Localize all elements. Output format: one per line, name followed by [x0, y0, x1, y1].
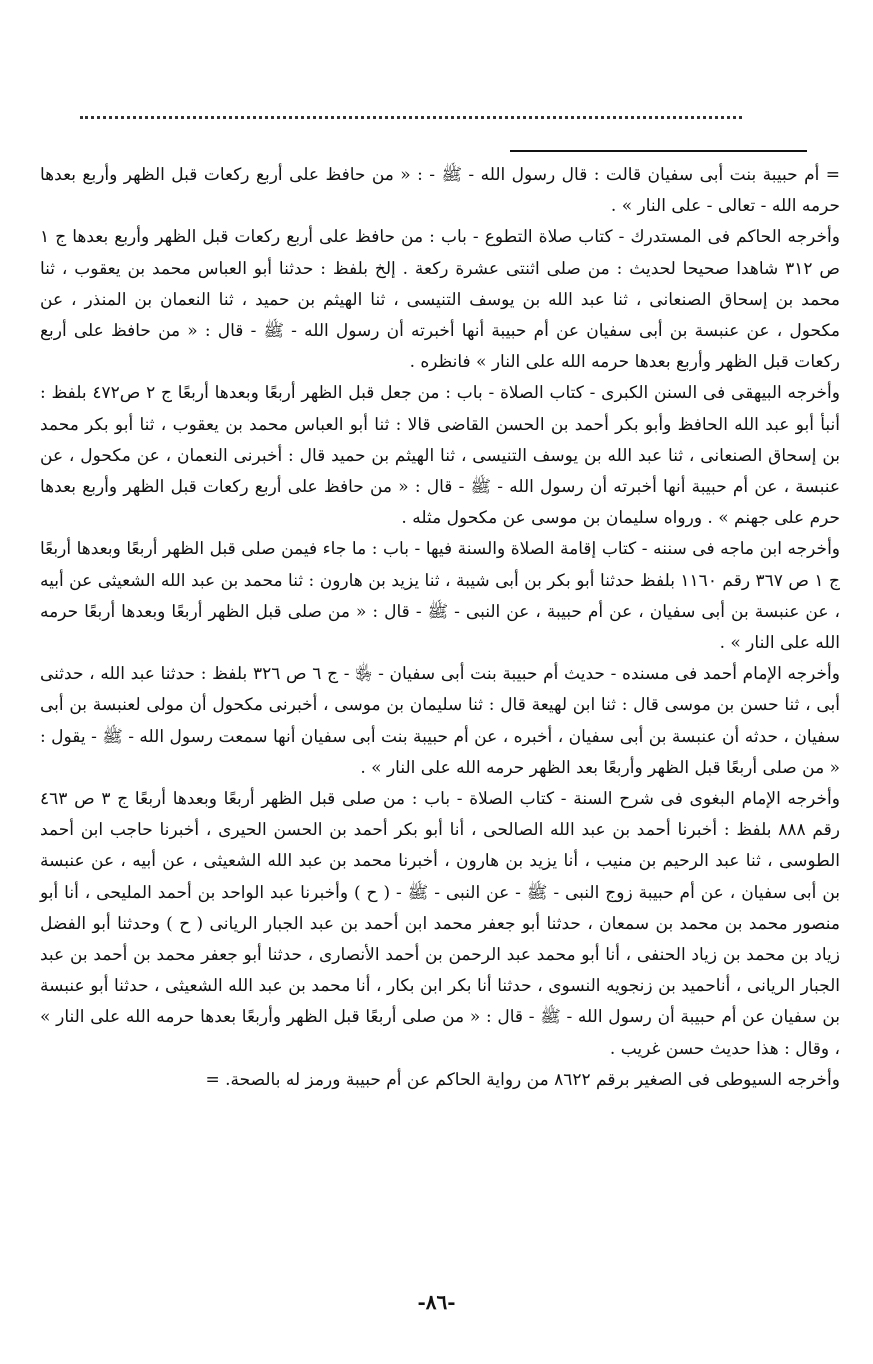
footnote-body — [40, 160, 840, 1096]
footnote-paragraph-hakim: وأخرجه الحاكم فى المستدرك - كتاب صلاة التطوع - باب : من حافظ على أربع ركعات قبل الظهر وأربع بعدها ج ١ ص ٣١٢ شاهدا صحيحا لحديث : من صلى اثنتى عشرة ركعة . إلخ بلفظ : حدثنا أبو العباس محمد بن يعقوب ، ثنا محمد بن إسحاق الصنعانى ، ثنا عبد الله بن يوسف التنيسى ، ثنا الهيثم بن حميد ، ثنا النعمان بن المنذر ، عن مكحول ، عن عنبسة بن أبى سفيان عن أم حبيبة أنها أخبرته أن رسول الله - ﷺ - قال : « من حافظ على أربع ركعات قبل الظهر وأربع بعدها حرمه الله على النار » فانظره . — [40, 227, 840, 373]
page-number: -٨٦- — [417, 1290, 456, 1314]
footnote-paragraph-baghawi: وأخرجه الإمام البغوى فى شرح السنة - كتاب الصلاة - باب : من صلى قبل الظهر أربعًا وبعدها أربعًا ج ٣ ص ٤٦٣ رقم ٨٨٨ بلفظ : أخبرنا أحمد بن عبد الله الصالحى ، أنا أبو بكر أحمد بن الحسن الحيرى ، أخبرنا حاجب ابن أحمد الطوسى ، ثنا عبد الرحيم بن منيب ، أنا يزيد بن هارون ، أخبرنا محمد بن عبد الله الشعيثى ، عن أبيه ، عن عنبسة بن أبى سفيان ، عن أم حبيبة زوج النبى - ﷺ - عن النبى - ﷺ - ( ح ) وأخبرنا عبد الواحد بن أحمد المليحى ، أنا أبو منصور محمد بن محمد بن سمعان ، حدثنا أبو جعفر محمد ابن أحمد بن عبد الجبار الريانى ( ح ) وحدثنا أبو الفضل زياد بن محمد بن زياد الحنفى ، أنا أبو محمد عبد الرحمن بن أحمد الأنصارى ، حدثنا أبو جعفر محمد بن أحمد بن عبد الجبار الريانى ، أناحميد بن زنجويه النسوى ، حدثنا أنا بكر ابن بكار ، أنا محمد بن عبد الله الشعيثى ، حدثنا أبو عنبسة بن سفيان عن أم حبيبة أن رسول الله - ﷺ - قال : « من صلى أربعًا قبل الظهر وأربعًا بعدها حرمه الله على النار » ، وقال : هذا حديث حسن غريب . — [40, 789, 840, 1059]
footnote-paragraph-bayhaqi: وأخرجه البيهقى فى السنن الكبرى - كتاب الصلاة - باب : من جعل قبل الظهر أربعًا وبعدها أربعًا ج ٢ ص٤٧٢ بلفظ : أنبأ أبو عبد الله الحافظ وأبو بكر أحمد بن الحسن القاضى قالا : ثنا أبو العباس محمد بن يعقوب ، ثنا أبو بكر محمد بن إسحاق الصنعانى ، ثنا عبد الله بن يوسف التنيسى ، ثنا الهيثم بن حميد قال : أخبرنى النعمان ، عن مكحول ، عن عنبسة ، عن أم حبيبة أنها أخبرته أن رسول الله - ﷺ - قال : « من حافظ على أربع ركعات قبل الظهر وأربع بعدها حرم على جهنم » . ورواه سليمان بن موسى عن مكحول مثله . — [40, 383, 840, 529]
footnote-separator-rule — [510, 150, 807, 152]
footnote-paragraph-suyuti: وأخرجه السيوطى فى الصغير برقم ٨٦٢٢ من رواية الحاكم عن أم حبيبة ورمز له بالصحة. = — [205, 1069, 840, 1090]
header-dotted-rule — [80, 116, 742, 119]
footnote-paragraph-ahmad: وأخرجه الإمام أحمد فى مسنده - حديث أم حبيبة بنت أبى سفيان - ﵂ - ج ٦ ص ٣٢٦ بلفظ : حدثنا عبد الله ، حدثنى أبى ، ثنا حسن بن موسى قال : ثنا ابن لهيعة قال : ثنا سليمان بن موسى ، أخبرنى مكحول أن مولى لعنبسة بن أبى سفيان ، حدثه أن عنبسة بن أبى سفيان ، أخبره ، عن أم حبيبة بنت أبى سفيان أنها سمعت رسول الله - ﷺ - يقول : « من صلى أربعًا قبل الظهر وأربعًا بعد الظهر حرمه الله على النار » . — [40, 664, 840, 778]
footnote-paragraph-ibn-majah: وأخرجه ابن ماجه فى سننه - كتاب إقامة الصلاة والسنة فيها - باب : ما جاء فيمن صلى قبل الظهر أربعًا وبعدها أربعًا ج ١ ص ٣٦٧ رقم ١١٦٠ بلفظ حدثنا أبو بكر بن أبى شيبة ، ثنا يزيد بن هارون : ثنا محمد بن عبد الله الشعيثى عن أبيه ، عن عنبسة بن أبى سفيان ، عن أم حبيبة ، عن النبى - ﷺ - قال : « من صلى قبل الظهر أربعًا وبعدها أربعًا حرمه الله على النار » . — [40, 539, 840, 654]
footnote-paragraph-umm-habiba: = أم حبيبة بنت أبى سفيان قالت : قال رسول الله - ﷺ - : « من حافظ على أربع ركعات قبل الظهر وأربع بعدها حرمه الله - تعالى - على النار » . — [40, 165, 840, 217]
